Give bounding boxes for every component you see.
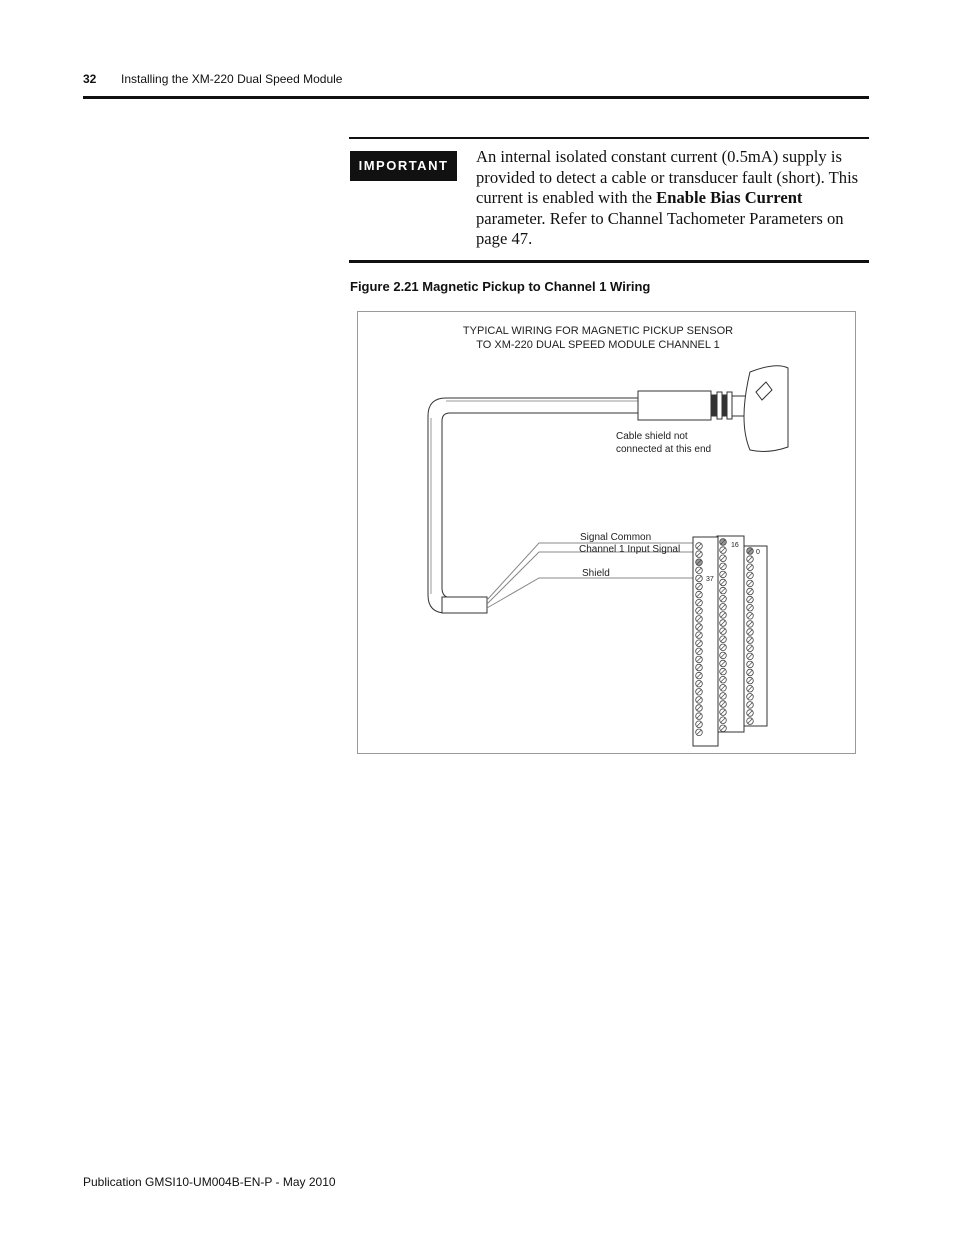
figure-caption: Figure 2.21 Magnetic Pickup to Channel 1 Wiring	[350, 279, 651, 294]
important-top-rule	[349, 137, 869, 139]
cable-note-line1: Cable shield not	[616, 431, 688, 442]
diagram-title-line2: TO XM-220 DUAL SPEED MODULE CHANNEL 1	[476, 339, 720, 351]
important-text-part1: An internal isolated constant current (0.5mA) supply is provided to detect a cable or transducer fault (short). This current is enabled with the	[476, 147, 859, 207]
running-title: Installing the XM-220 Dual Speed Module	[121, 72, 343, 86]
wiring-diagram	[357, 311, 856, 754]
cable-end	[442, 597, 487, 613]
diagram-title-line1: TYPICAL WIRING FOR MAGNETIC PICKUP SENSOR	[462, 325, 734, 337]
important-bottom-rule	[349, 260, 869, 263]
enable-bias-current-term: Enable Bias Current	[656, 188, 803, 207]
publication-footer: Publication GMSI10-UM004B-EN-P - May 2010	[83, 1175, 336, 1189]
signal-common-label: Signal Common	[580, 532, 652, 543]
sensor-cable	[428, 398, 638, 613]
important-text-part2: parameter. Refer to Channel Tachometer Parameters on page 47.	[476, 208, 844, 248]
header-rule	[83, 96, 869, 99]
terminal-16-label: 16	[731, 542, 739, 549]
terminal-37-label: 37	[706, 576, 714, 583]
terminal-blocks	[693, 536, 767, 746]
shield-label: Shield	[582, 568, 610, 579]
wiring-diagram-svg	[358, 312, 857, 755]
terminal-0-label: 0	[756, 549, 760, 556]
page-number: 32	[83, 72, 97, 86]
important-badge: IMPORTANT	[350, 151, 457, 181]
important-text	[476, 147, 868, 250]
channel-input-label: Channel 1 Input Signal	[579, 544, 681, 555]
cable-note-line2: connected at this end	[616, 444, 712, 455]
